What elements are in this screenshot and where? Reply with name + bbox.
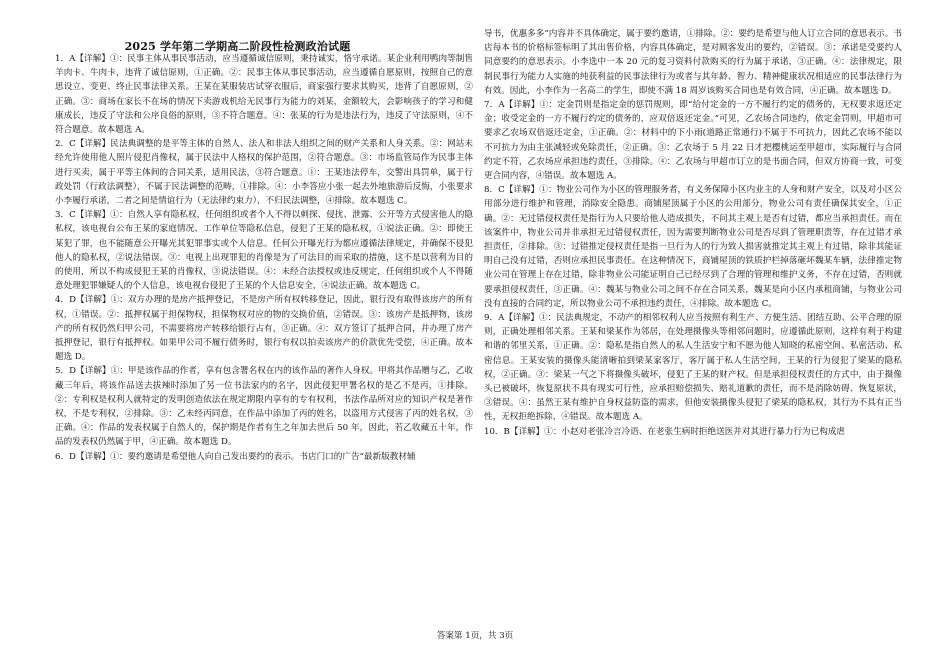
answer-paragraph: 2．C【详解】民法典调整的是平等主体的自然人、法人和非法人组织之间的财产关系和人身关系。②：网站未经允许使用他人照片侵犯肖像权，属于民法中人格权的保护范围，②符合题意。③：市场监管局作为民事主体进行买卖，属于平等主体间的合同关系，适用民法，③符合题意。①：王某违法停车，交警出具罚单，属于行政处罚（行政法调整），不属于民法调整的范畴，①排除。④：小李答应小张一起去外地旅游后反悔，小张要求小李履行承诺，二者之间是情谊行为（无法律约束力），不归民法调整，④排除。故本题选 C。 — [55, 139, 473, 207]
document-title: 2025 学年第二学期高二阶段性检测政治试题 — [124, 40, 351, 53]
answer-paragraph: 4．D【详解】①：双方办理的是房产抵押登记，不是房产所有权转移登记，因此，银行没有取得该房产的所有权，①错误。②：抵押权属于担保物权，担保物权对应的物的交换价值，②错误。③：该房产是抵押物，该房产的所有权仍然归甲公司，不需要将房产转移给银行占有，③正确。④：双方签订了抵押合同，并办理了房产抵押登记，银行有抵押权。如果甲公司不履行债务时，银行有权以拍卖该房产的价款优先受偿，④正确。故本题选 D。 — [55, 295, 473, 363]
answer-paragraph: 3．C【详解】①：自然人享有隐私权，任何组织或者个人不得以刺探、侵扰、泄露、公开等方式侵害他人的隐私权，该电视台公布王某的家庭情况、工作单位等隐私信息，侵犯了王某的隐私权，①说法正确。②：即使王某犯了罪，也不能随意公开曝光其犯罪事实或个人信息。任何公开曝光行为都应遵循法律规定，并确保不侵犯他人的隐私权，②说法错误。③：电视上出现罪犯的肖像是为了可法目的而采取的措施，这不是以营利为目的的使用，所以不构成侵犯王某的肖像权，③说法错误。④：未经合法授权或违反规定，任何组织或个人不得随意处理犯罪嫌疑人的个人信息，该电视台侵犯了王某的个人信息安全，④说法正确。故本题选 C。 — [55, 210, 473, 292]
right-column — [484, 27, 902, 439]
answer-paragraph: 5．D【详解】①：甲是该作品的作者，享有包含署名权在内的该作品的著作人身权。甲将其作品赠与乙，乙收藏三年后，将该作品送去拔辣时添加了另一位书法家内的名字，因此侵犯甲署名权的是乙不是丙，①排除。②：专利权是权利人就特定的发明创造依法在规定期限内享有的专有权利，书法作品所对应的知识产权是著作权，不是专利权，②排除。③：乙未经丙同意，在作品中添加了丙的姓名，以盗用方式侵害了丙的姓名权，③正确。④：作品的发表权属于自然人的，保护期是作者有生之年加去世后 50 年，因此，若乙收藏五十年，作品的发表权仍然属于甲，④正确。故本题选 D。 — [55, 366, 473, 448]
answer-paragraph: 7．A【详解】①：定金罚则是指定金的惩罚规则，即“给付定金的一方不履行约定的债务的，无权要求返还定金；收受定金的一方不履行约定的债务的，应双倍返还定金。”可见，乙农场合同违约，依定金罚则，甲超市可要求乙农场双倍返还定金，①正确。②：材料中的下小雨(道路正常通行)不属于不可抗力，因此乙农场不能以不可抗力为由主张减轻或免除责任，②正确。③：乙农场于 5 月 22 日才把樱桃运至甲超市，实际履行与合同约定不符，乙农场应承担违约责任，③排除。④：乙农场与甲超市订立的是书面合同，但双方协商一致，可变更合同内容，④错误。故本题选 A。 — [484, 100, 902, 182]
answer-paragraph: 1．A【详解】①：民事主体从事民事活动，应当遵循诚信原则，秉持诚实，恪守承诺。某企业利用鸭肉等制售羊肉卡、牛肉卡，违背了诚信原则，①正确。②：民事主体从事民事活动，应当遵循自愿原则，按照自己的意思设立、变更、终止民事法律关系。王某在某服装店试穿衣服后，商家强行要求其购买，违背了自愿原则，②正确。③：商场在家长不在场的情况下卖游戏机给无民事行为能力的刘某，金额较大，会影响孩子的学习和健康成长，违反了守法和公序良俗的原则，③不符合题意。④：张某的行为是违法行为，违反了守法原则，④不符合题意。故本题选 A。 — [55, 54, 473, 136]
answer-paragraph: 8．C【详解】①：物业公司作为小区的管理服务者，有义务保障小区内业主的人身和财产安全，以及对小区公用部分进行维护和管理，消除安全隐患。商铺屋顶属于小区的公用部分，物业公司有责任确保其安全，①正确。②：无过错侵权责任是指行为人只要给他人造成损失，不问其主观上是否有过错，都应当承担责任。而在该案件中，物业公司并非承担无过错侵权责任，因为需要判断物业公司是否尽到了管理职责等，存在过错才承担责任，②排除。③：过错推定侵权责任是指一旦行为人的行为致人损害就推定其主观上有过错，除非其能证明自己没有过错，否则应承担民事责任。在这种情况下，商铺屋顶的铁质护栏掉落砸坏魏某车辆，法律推定物业公司在管理上存在过错，除非物业公司能证明自己已经尽到了合理的管理和维护义务，不存在过错，否则就要承担侵权责任，③正确。④：魏某与物业公司之间不存在合同关系，魏某是向小区内承租商铺，与物业公司没有直接的合同约定，所以物业公司不承担违约责任，④排除。故本题选 C。 — [484, 185, 902, 309]
answer-paragraph: 10．B【详解】①：小赵对老张冷言冷语、在老张生病时拒绝送医并对其进行暴力行为已构成虐 — [484, 426, 846, 437]
answer-paragraph: 导书，优惠多多”内容并不具体确定，属于要约邀请，①排除。②：要约是希望与他人订立合同的意思表示。书店每本书的价格标签标明了其出售价格，内容具体确定，是对顾客发出的要约，②错误。③：承诺是受要约人同意要约的意思表示。小李选中一本 20 元的复习资料付款购买的行为属于承诺，③正确。④：法律规定，限制民事行为能力人实施的纯获利益的民事法律行为或者与其年龄、智力、精神健康状况相适应的民事法律行为有效。因此，小李作为一名高二的学生，即使不满 18 周岁该购买合同也是有效合同，④正确。故本题选 D。 — [484, 29, 902, 96]
page-footer: 答案第 1页，共 3页 — [436, 631, 514, 641]
left-column — [55, 52, 473, 464]
answer-paragraph: 9．A【详解】①：民法典规定，不动产的相邻权利人应当按照有利生产、方便生活、团结互助、公平合理的原则，正确处理相邻关系。王某和梁某作为邻居，在处理摄像头等相邻问题时，应遵循此原则，这样有利于构建和谐的邻里关系，①正确。②：隐私是指自然人的私人生活安宁和不愿为他人知晓的私密空间、私密活动、私密信息。王某安装的摄像头能清晰拍到梁某家客厅，客厅属于私人生活空间，王某的行为侵犯了梁某的隐私权，②正确。③：梁某一气之下将摄像头破坏，侵犯了王某的财产权。但是承担侵权责任的方式中，由于摄像头已被破坏，恢复原状不具有现实可行性，应承担赔偿损失、赔礼道歉的责任，而不是消除妨碍、恢复原状，③错误。④：虽然王某有维护自身权益防盗的需求，但他安装摄像头侵犯了梁某的隐私权，其行为不具有正当性，无权拒绝拆除，④错误。故本题选 A。 — [484, 313, 902, 423]
answer-paragraph: 6．D【详解】①：要约邀请是希望他人向自己发出要约的表示。书店门口的广告“最新版教材辅 — [55, 451, 416, 462]
